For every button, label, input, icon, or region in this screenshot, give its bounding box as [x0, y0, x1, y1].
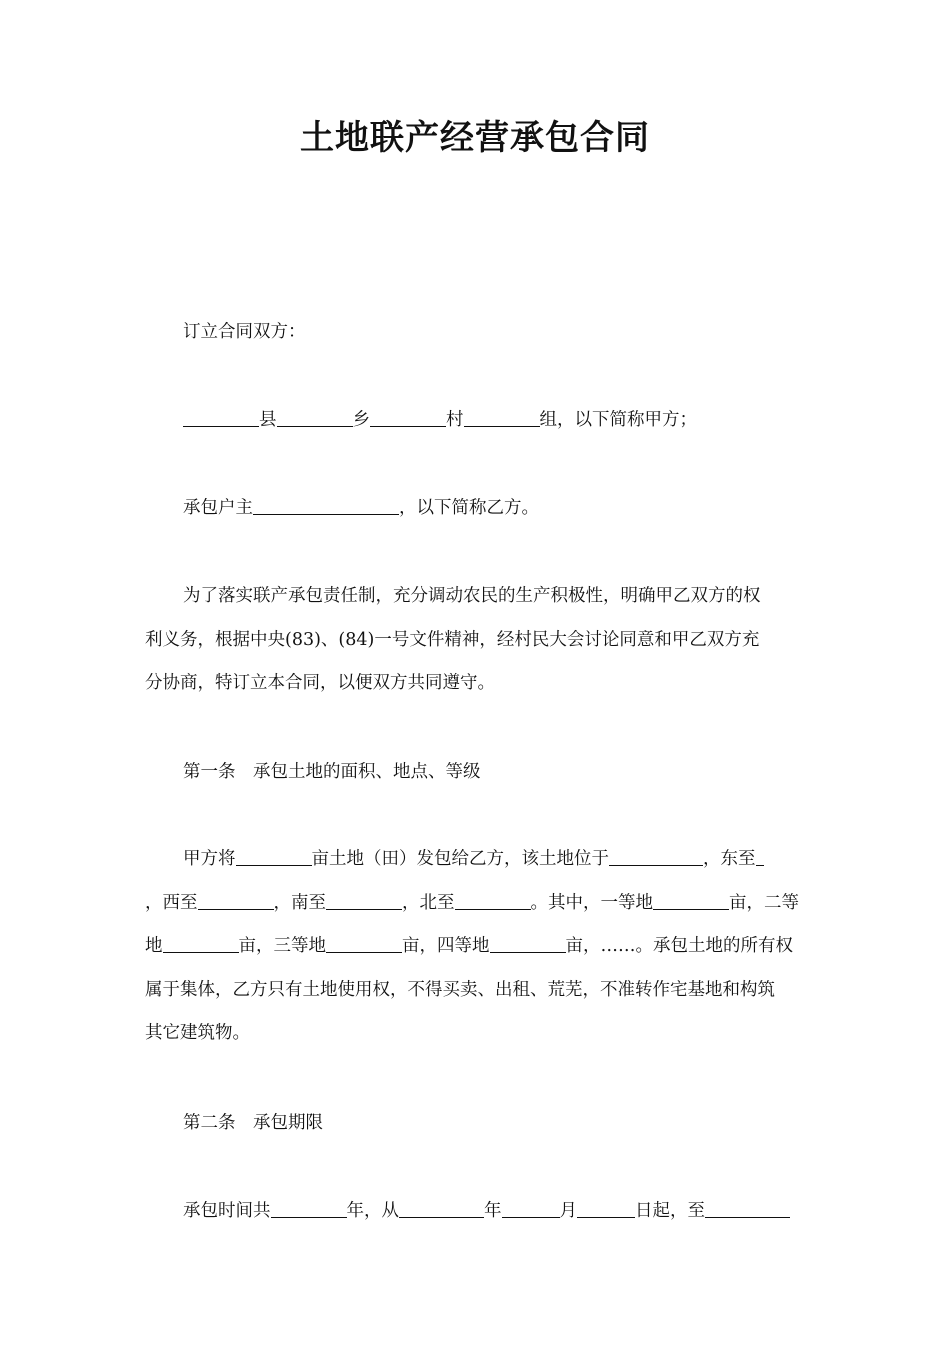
text-segment: 年，从 [346, 1201, 399, 1221]
blank-location [609, 848, 703, 867]
preamble-line-1: 为了落实联产承包责任制，充分调动农民的生产积极性，明确甲乙双方的权 [183, 586, 761, 606]
article-1-line-1 [145, 849, 764, 869]
text-segment: 日起，至 [635, 1201, 705, 1221]
text-segment: ，东至 [703, 849, 756, 869]
text-segment: ，南至 [273, 892, 326, 913]
party-a-township-label: 乡 [352, 410, 370, 430]
blank-township [277, 409, 353, 428]
article-1-line-4: 属于集体，乙方只有土地使用权，不得买卖、出租、荒芜，不准转作宅基地和构筑 [145, 979, 775, 1000]
party-b-suffix: ，以下简称乙方。 [399, 498, 539, 518]
party-a-village-label: 村 [446, 410, 464, 430]
blank-grade-2 [163, 935, 239, 954]
blank-years [271, 1200, 347, 1219]
text-segment: ，北至 [402, 892, 455, 913]
text-segment: 亩，二等 [729, 892, 799, 913]
article-1-paragraph [145, 838, 809, 1056]
blank-west [198, 891, 274, 910]
blank-start-year [399, 1200, 484, 1219]
text-segment: 年 [484, 1201, 502, 1221]
blank-area [236, 848, 312, 867]
blank-start-month [502, 1200, 560, 1219]
party-b-line [183, 493, 539, 523]
text-segment: 亩，四等地 [402, 936, 490, 956]
party-a-line [183, 405, 697, 435]
blank-end-year [705, 1200, 790, 1219]
blank-grade-4 [490, 935, 566, 954]
preamble-line-2: 利义务，根据中央(83)、(84)一号文件精神，经村民大会讨论同意和甲乙双方充 [145, 629, 760, 650]
party-a-group-suffix: 组，以下简称甲方； [539, 410, 697, 430]
blank-start-day [577, 1200, 635, 1219]
text-segment: 亩，……。承包土地的所有权 [565, 936, 793, 956]
text-segment: 亩土地（田）发包给乙方，该土地位于 [311, 849, 609, 869]
text-segment: 承包时间共 [183, 1201, 271, 1221]
blank-grade-1 [653, 891, 729, 910]
article-2-heading: 第二条 承包期限 [183, 1113, 323, 1133]
text-segment: 亩，三等地 [238, 936, 326, 956]
text-segment: 甲方将 [183, 849, 236, 869]
article-2-line-1 [183, 1196, 790, 1226]
party-b-prefix: 承包户主 [183, 498, 253, 518]
parties-heading: 订立合同双方： [183, 322, 306, 342]
text-segment: 地 [145, 936, 163, 956]
text-segment: 。其中，一等地 [530, 892, 653, 913]
blank-east [756, 848, 764, 867]
preamble-line-3: 分协商，特订立本合同，以便双方共同遵守。 [145, 673, 495, 693]
blank-household-head [253, 497, 399, 516]
document-title: 土地联产经营承包合同 [300, 118, 650, 158]
blank-group [464, 409, 540, 428]
article-1-heading: 第一条 承包土地的面积、地点、等级 [183, 762, 481, 782]
blank-north [455, 891, 531, 910]
article-1-line-5: 其它建筑物。 [145, 1023, 250, 1043]
blank-south [326, 891, 402, 910]
blank-grade-3 [326, 935, 402, 954]
text-segment: ，西至 [145, 892, 198, 913]
text-segment: 月 [559, 1201, 577, 1221]
article-1-line-3 [145, 936, 793, 956]
blank-county [183, 409, 259, 428]
blank-village [370, 409, 446, 428]
party-a-county-label: 县 [259, 410, 277, 430]
article-1-line-2 [145, 893, 799, 913]
preamble-paragraph [145, 575, 809, 706]
